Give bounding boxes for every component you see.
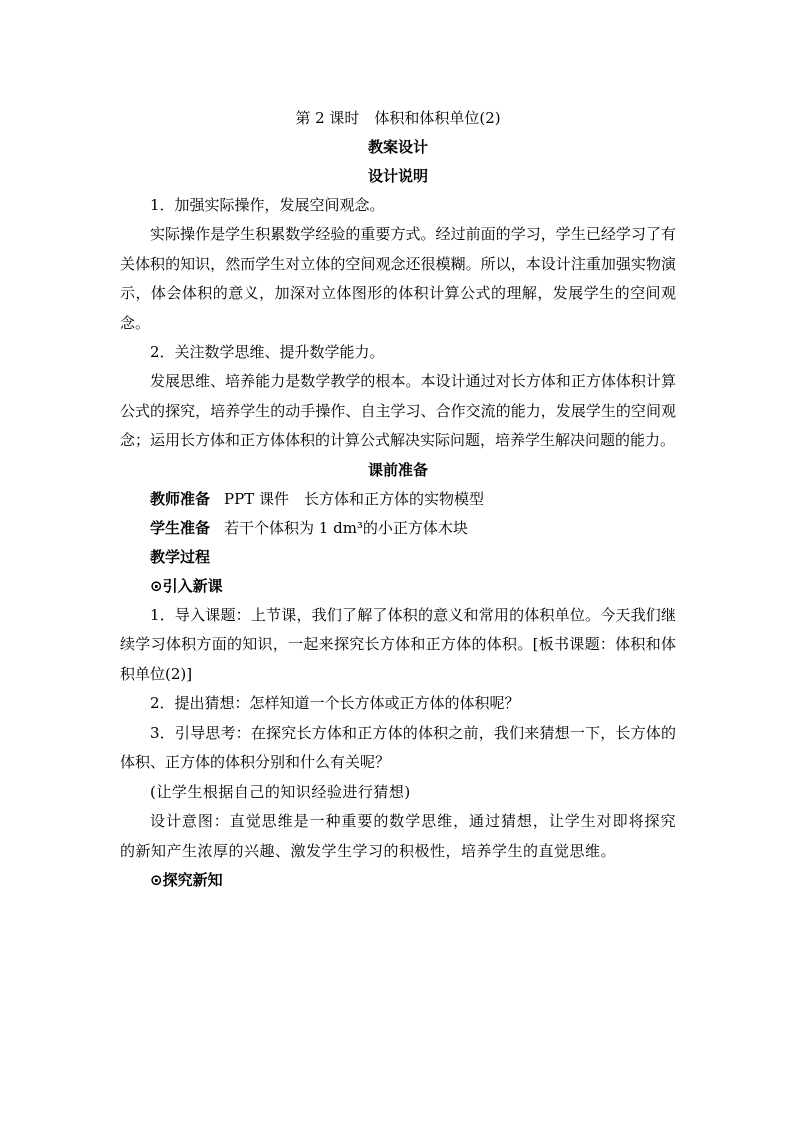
explore-heading: ⊙探究新知: [150, 871, 223, 889]
point1-title: 1．加强实际操作，发展空间观念。: [150, 196, 385, 214]
lesson-title: 第 2 课时 体积和体积单位(2): [295, 109, 501, 127]
prep-heading: 课前准备: [367, 460, 428, 479]
student-prep-text: 若干个体积为 1 dm³的小正方体木块: [224, 518, 468, 537]
document-content: [120, 104, 676, 895]
student-prep-label: 学生准备: [150, 518, 211, 537]
section-heading-design: 教案设计: [367, 138, 428, 156]
teacher-prep-label: 教师准备: [150, 489, 211, 508]
student-prep-row: [120, 514, 676, 543]
teacher-prep-text: PPT 课件 长方体和正方体的实物模型: [224, 489, 484, 508]
point2-body: 发展思维、培养能力是数学教学的根本。本设计通过对长方体和正方体体积计算公式的探究，培养学生的动手操作、自主学习、合作交流的能力，发展学生的空间观念；运用长方体和正方体体积的计算公式解决实际问题，培养学生解决问题的能力。: [120, 372, 676, 449]
step1: 1．导入课题：上节课，我们了解了体积的意义和常用的体积单位。今天我们继续学习体积方面的知识，一起来探究长方体和正方体的体积。[板书课题：体积和体积单位(2)]: [120, 605, 676, 683]
design-intent: 设计意图：直觉思维是一种重要的数学思维，通过猜想，让学生对即将探究的新知产生浓厚的兴趣、激发学生学习的积极性，培养学生的直觉思维。: [120, 812, 676, 860]
point2-title: 2．关注数学思维、提升数学能力。: [150, 343, 385, 361]
process-heading: 教学过程: [150, 547, 211, 566]
section-heading-notes: 设计说明: [367, 167, 428, 185]
note: (让学生根据自己的知识经验进行猜想): [150, 782, 411, 801]
intro-heading: ⊙引入新课: [150, 576, 223, 595]
step2: 2．提出猜想：怎样知道一个长方体或正方体的体积呢？: [150, 694, 520, 712]
point1-body: 实际操作是学生积累数学经验的重要方式。经过前面的学习，学生已经学习了有关体积的知识，然而学生对立体的空间观念还很模糊。所以，本设计注重加强实物演示，体会体积的意义，加深对立体图形的体积计算公式的理解，发展学生的空间观念。: [120, 225, 676, 332]
teacher-prep-row: [120, 485, 676, 514]
step3: 3．引导思考：在探究长方体和正方体的体积之前，我们来猜想一下，长方体的体积、正方体的体积分别和什么有关呢？: [120, 723, 676, 771]
